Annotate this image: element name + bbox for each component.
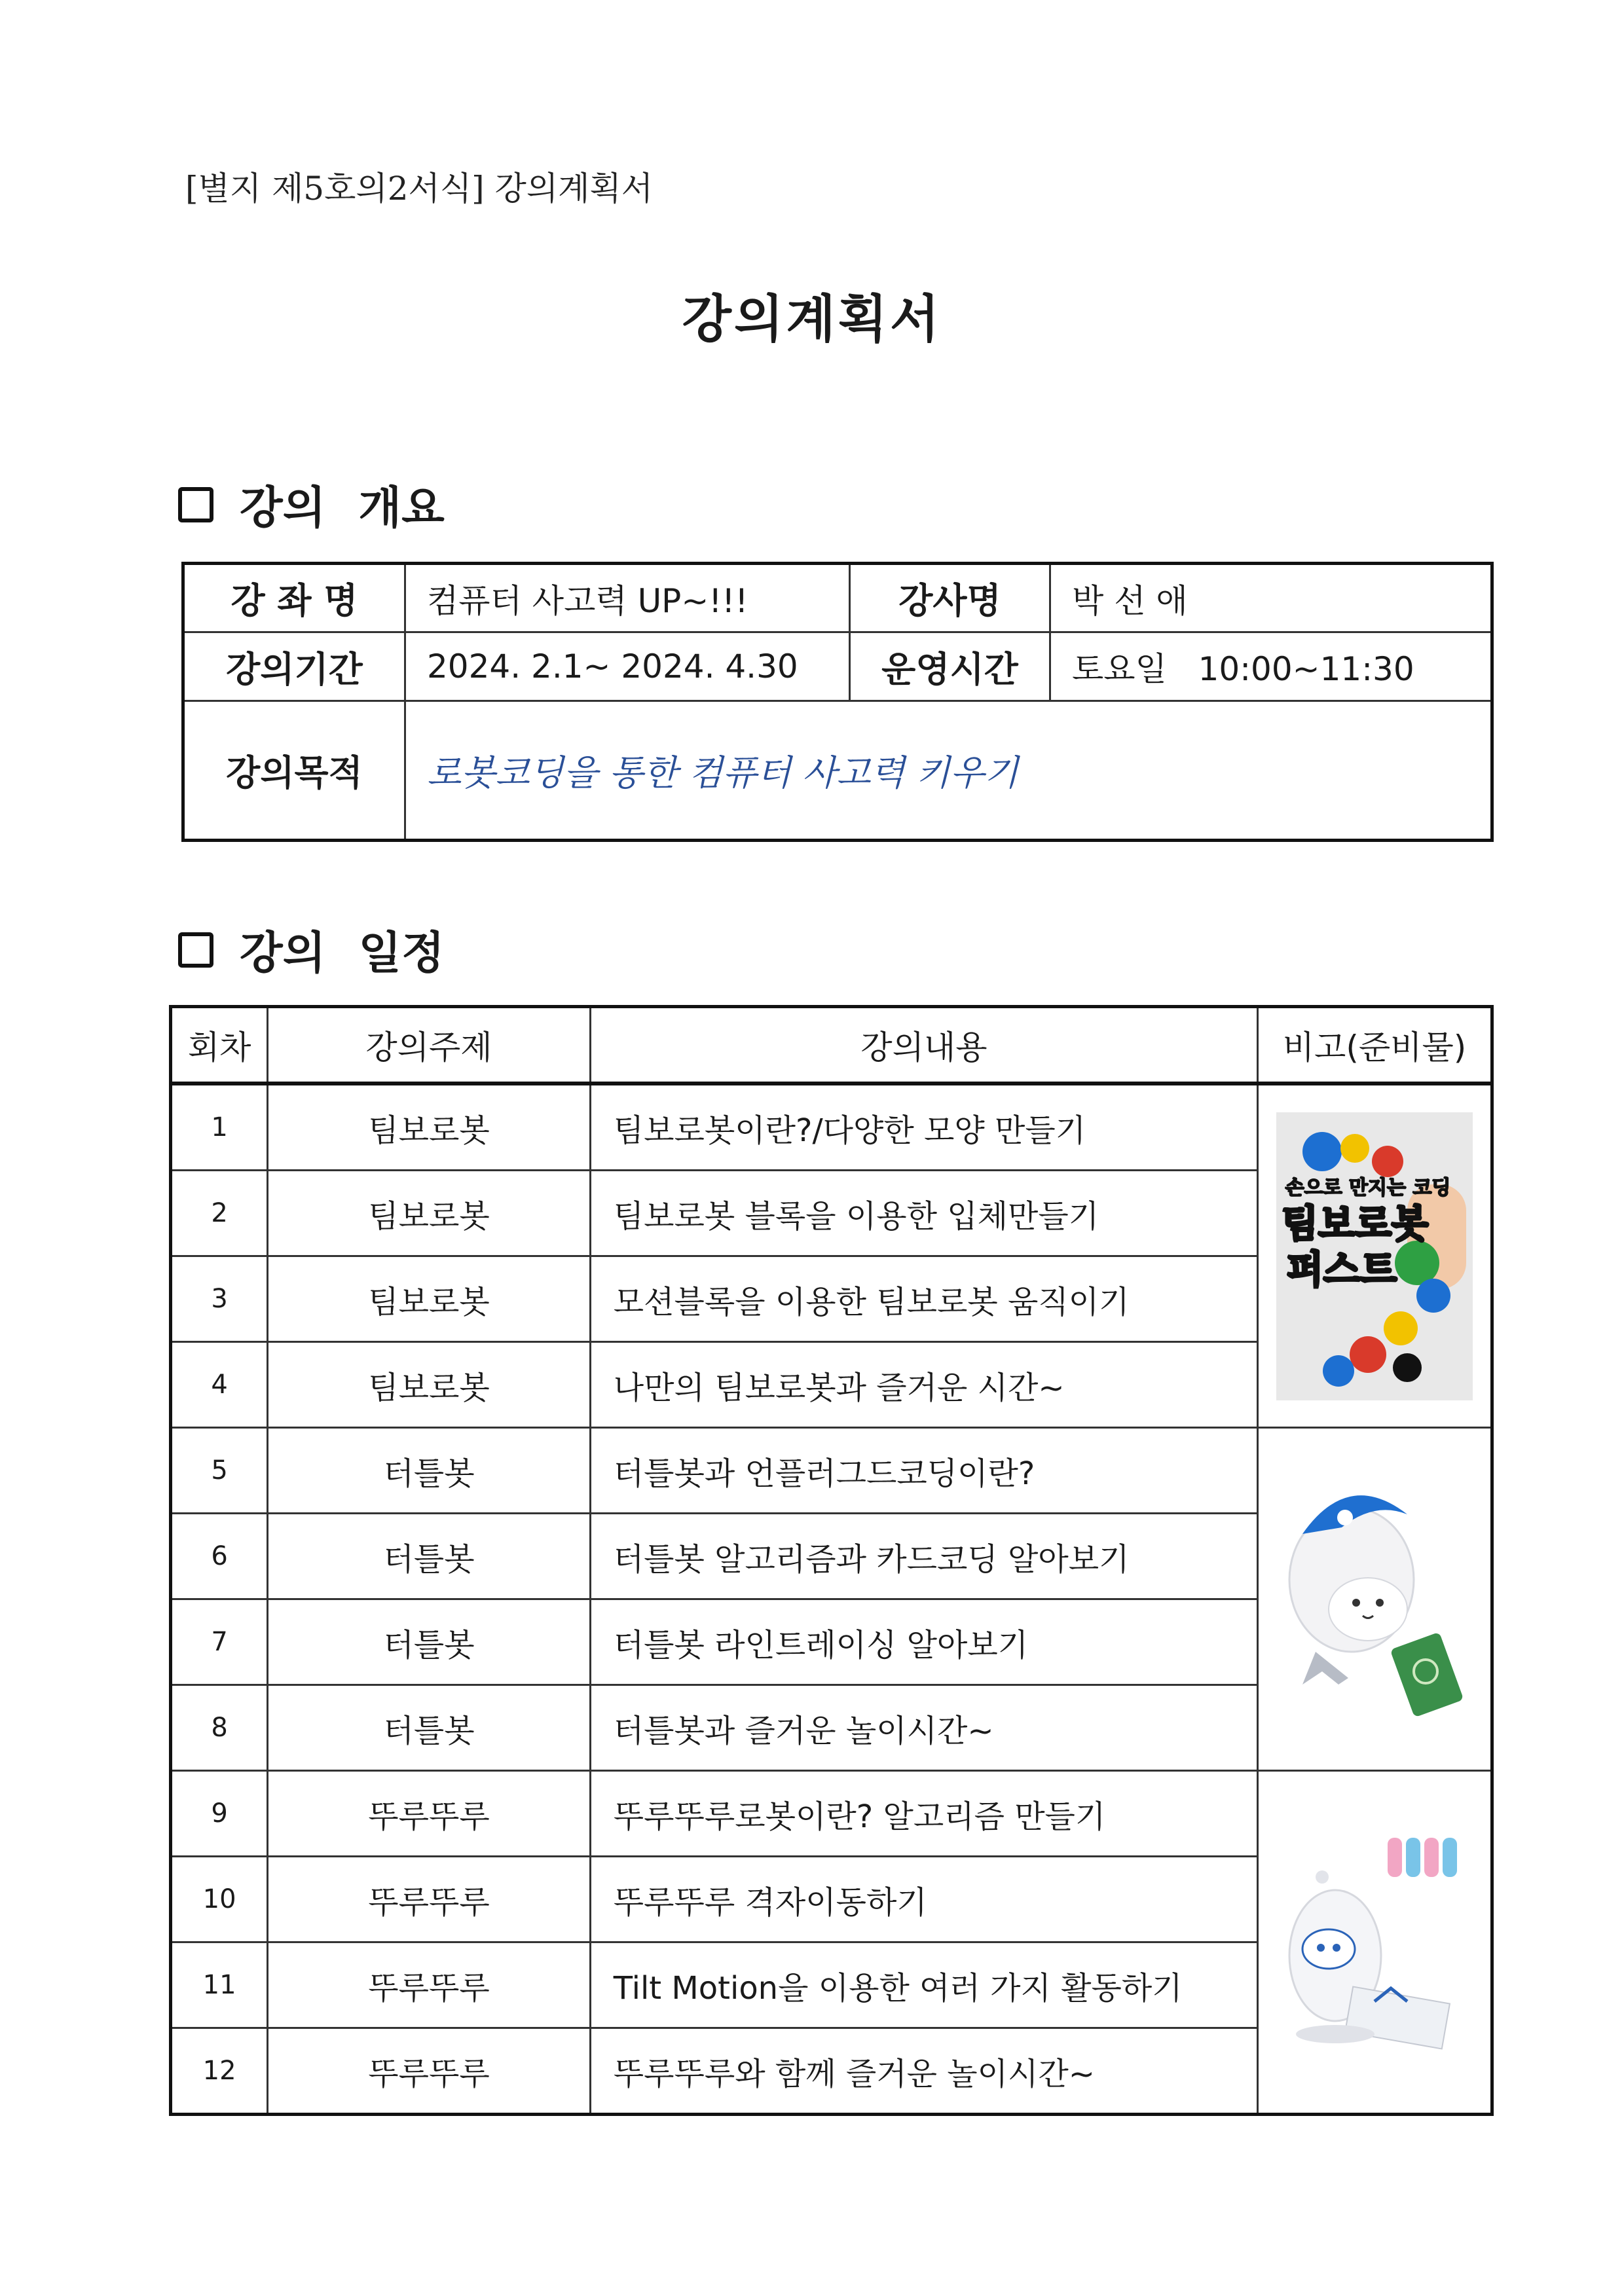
session-topic: 터틀봇: [268, 1514, 591, 1599]
session-content: 뚜루뚜루 격자이동하기: [590, 1857, 1257, 1942]
section-overview-heading: [178, 473, 445, 536]
table-row: [171, 1084, 1492, 1171]
session-topic: 팀보로봇: [268, 1084, 591, 1171]
section-schedule-word1: 강의: [240, 927, 326, 979]
session-content: 터틀봇과 언플러그드코딩이란?: [590, 1428, 1257, 1514]
session-number: 1: [171, 1084, 268, 1171]
section-overview-word2: 개요: [358, 482, 445, 534]
session-number: 8: [171, 1685, 268, 1771]
session-content: Tilt Motion을 이용한 여러 가지 활동하기: [590, 1942, 1257, 2028]
table-row: [171, 1428, 1492, 1514]
overview-table: [181, 562, 1494, 842]
session-number: 3: [171, 1256, 268, 1342]
period-value: 2024. 2.1~ 2024. 4.30: [405, 632, 850, 701]
session-content: 터틀봇 라인트레이싱 알아보기: [590, 1599, 1257, 1685]
timbo-image-caption-1: 손으로 만지는 코딩: [1285, 1176, 1451, 1199]
section-schedule-word2: 일정: [358, 927, 445, 979]
session-content: 나만의 팀보로봇과 즐거운 시간~: [590, 1342, 1257, 1428]
timbo-image-caption-2: 팀보로봇: [1281, 1201, 1429, 1246]
session-number: 2: [171, 1171, 268, 1256]
session-number: 11: [171, 1942, 268, 2028]
timbo-robot-image-cell: [1258, 1084, 1492, 1428]
turtle-robot-image-cell: [1258, 1428, 1492, 1771]
session-topic: 뚜루뚜루: [268, 1771, 591, 1857]
timbo-image-caption-3: 퍼스트: [1286, 1247, 1397, 1292]
tturu-robot-image-cell: [1258, 1771, 1492, 2115]
hours-value: 토요일 10:00~11:30: [1050, 632, 1492, 701]
section-schedule-heading: [178, 918, 445, 981]
session-topic: 터틀봇: [268, 1599, 591, 1685]
checkbox-icon: [178, 487, 213, 522]
session-number: 12: [171, 2028, 268, 2115]
session-content: 터틀봇 알고리즘과 카드코딩 알아보기: [590, 1514, 1257, 1599]
course-name-label: 강 좌 명: [183, 564, 405, 632]
session-number: 7: [171, 1599, 268, 1685]
session-topic: 팀보로봇: [268, 1342, 591, 1428]
table-row: [171, 1771, 1492, 1857]
session-number: 6: [171, 1514, 268, 1599]
schedule-table: [169, 1005, 1494, 2116]
turtle-robot-product-image: [1276, 1455, 1473, 1743]
checkbox-icon: [178, 932, 213, 968]
header-topic: 강의주제: [268, 1007, 591, 1084]
header-session: 회차: [171, 1007, 268, 1084]
session-content: 뚜루뚜루로봇이란? 알고리즘 만들기: [590, 1771, 1257, 1857]
tturu-robot-product-image: [1276, 1798, 1473, 2086]
form-number-note: [별지 제5호의2서식] 강의계획서: [185, 170, 654, 208]
session-number: 10: [171, 1857, 268, 1942]
purpose-label: 강의목적: [183, 701, 405, 841]
session-topic: 팀보로봇: [268, 1171, 591, 1256]
session-content: 뚜루뚜루와 함께 즐거운 놀이시간~: [590, 2028, 1257, 2115]
period-label: 강의기간: [183, 632, 405, 701]
timbo-robot-product-image: [1276, 1112, 1473, 1400]
session-content: 모션블록을 이용한 팀보로봇 움직이기: [590, 1256, 1257, 1342]
session-topic: 터틀봇: [268, 1685, 591, 1771]
session-number: 9: [171, 1771, 268, 1857]
session-topic: 뚜루뚜루: [268, 2028, 591, 2115]
hours-label: 운영시간: [850, 632, 1050, 701]
instructor-value: 박 선 애: [1050, 564, 1492, 632]
instructor-label: 강사명: [850, 564, 1050, 632]
header-remarks: 비고(준비물): [1258, 1007, 1492, 1084]
document-title: 강의계획서: [682, 289, 942, 349]
session-content: 팀보로봇이란?/다양한 모양 만들기: [590, 1084, 1257, 1171]
session-topic: 뚜루뚜루: [268, 1857, 591, 1942]
purpose-value: 로봇코딩을 통한 컴퓨터 사고력 키우기: [405, 701, 1492, 841]
session-number: 5: [171, 1428, 268, 1514]
section-overview-word1: 강의: [240, 482, 326, 534]
header-content: 강의내용: [590, 1007, 1257, 1084]
session-content: 터틀봇과 즐거운 놀이시간~: [590, 1685, 1257, 1771]
session-number: 4: [171, 1342, 268, 1428]
session-topic: 터틀봇: [268, 1428, 591, 1514]
session-content: 팀보로봇 블록을 이용한 입체만들기: [590, 1171, 1257, 1256]
session-topic: 뚜루뚜루: [268, 1942, 591, 2028]
course-name-value: 컴퓨터 사고력 UP~!!!: [405, 564, 850, 632]
session-topic: 팀보로봇: [268, 1256, 591, 1342]
